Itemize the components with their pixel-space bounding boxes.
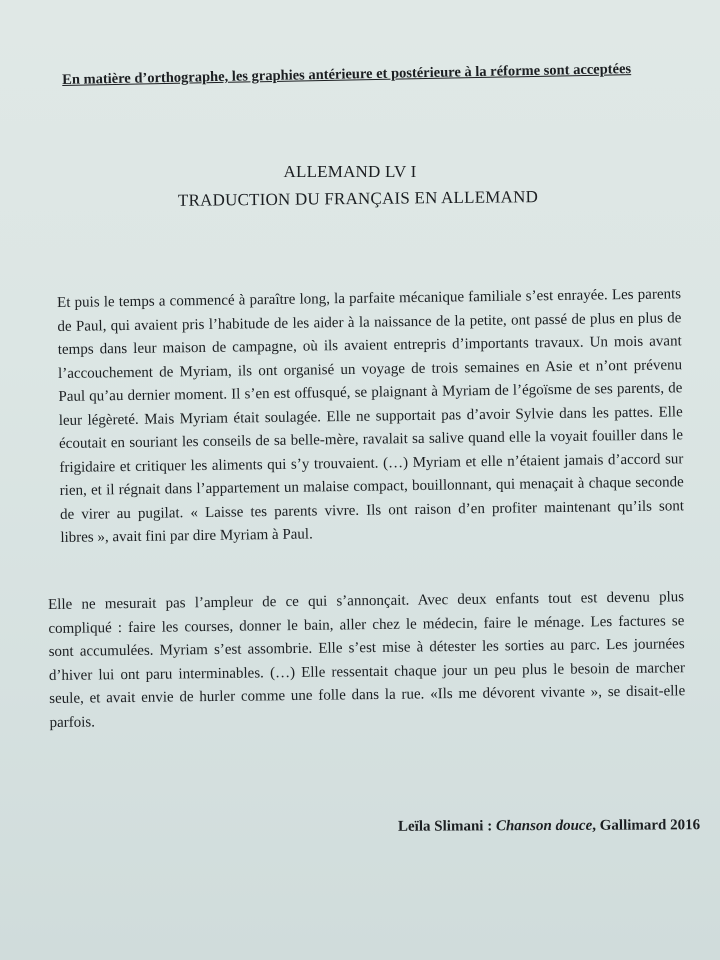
exam-subtitle: TRADUCTION DU FRANÇAIS EN ALLEMAND (177, 187, 539, 210)
text-line: de Paul, qui avaient pris l’habitude de les aider à la naissance de la petite, ont passé de plus en plus de (57, 309, 682, 335)
text-paragraph-1 (57, 286, 685, 553)
text-line: de virer au pugilat. « Laisse tes parents vivre. Ils ont raison d’en profiter maintenant qu’ils sont (59, 497, 685, 523)
citation-work-title: Chanson douce (495, 817, 593, 835)
exam-title: ALLEMAND LV I (283, 162, 417, 181)
text-line: sont accumulées. Myriam s’est assombrie. Elle s’est mise à détester les sorties au parc. Les journées (48, 636, 685, 660)
text-line: leur légèreté. Mais Myriam était soulagée. Elle ne supportait pas d’avoir Sylvie dans les pattes. Elle (58, 403, 683, 429)
text-paragraph-2 (48, 589, 686, 738)
text-line: Et puis le temps a commencé à paraître long, la parfaite mécanique familiale s’est enrayée. Les parents (57, 286, 682, 311)
text-line: frigidaire et critiquer les aliments qui s’y trouvaient. (…) Myriam et elle n’étaient jamais d’accord sur (59, 450, 684, 476)
text-line: Elle ne mesurait pas l’ampleur de ce qui s’annonçait. Avec deux enfants tout est devenu plus (48, 589, 685, 613)
text-line: parfois. (49, 713, 96, 731)
text-line: temps dans leur maison de campagne, où ils avaient entrepris d’importants travaux. Un mois avant (57, 333, 682, 358)
citation-author: Leïla Slimani : (397, 818, 496, 835)
text-line: écoutait en souriant les conseils de sa belle-mère, ravalait sa salive quand elle la voyait fouiller dans le (58, 427, 684, 452)
citation-publisher: , Gallimard 2016 (592, 817, 701, 834)
text-line: seule, et avait envie de hurler comme une folle dans la rue. «Ils me dévorent vivante », se disait-elle (49, 683, 686, 707)
source-citation (398, 817, 700, 836)
text-line: Paul qu’au dernier moment. Il s’en est offusqué, se plaignant à Myriam de l’égoïsme de ses parents, de (58, 380, 683, 405)
text-line: rien, et il régnait dans l’appartement un malaise compact, bouillonnant, qui menaçait à chaque seconde (59, 474, 684, 499)
text-line: l’accouchement de Myriam, ils ont organisé un voyage de trois semaines en Asie et n’ont prévenu (57, 356, 683, 382)
spelling-note: En matière d’orthographe, les graphies antérieure et postérieure à la réforme sont acceptées (62, 61, 632, 88)
text-line: compliqué : faire les courses, donner le bain, aller chez le médecin, faire le ménage. Les factures se (48, 612, 685, 637)
text-line: d’hiver lui ont paru interminables. (…) Elle ressentait chaque jour un peu plus le besoin de marcher (48, 659, 686, 684)
text-line: libres », avait fini par dire Myriam à Paul. (60, 526, 313, 546)
